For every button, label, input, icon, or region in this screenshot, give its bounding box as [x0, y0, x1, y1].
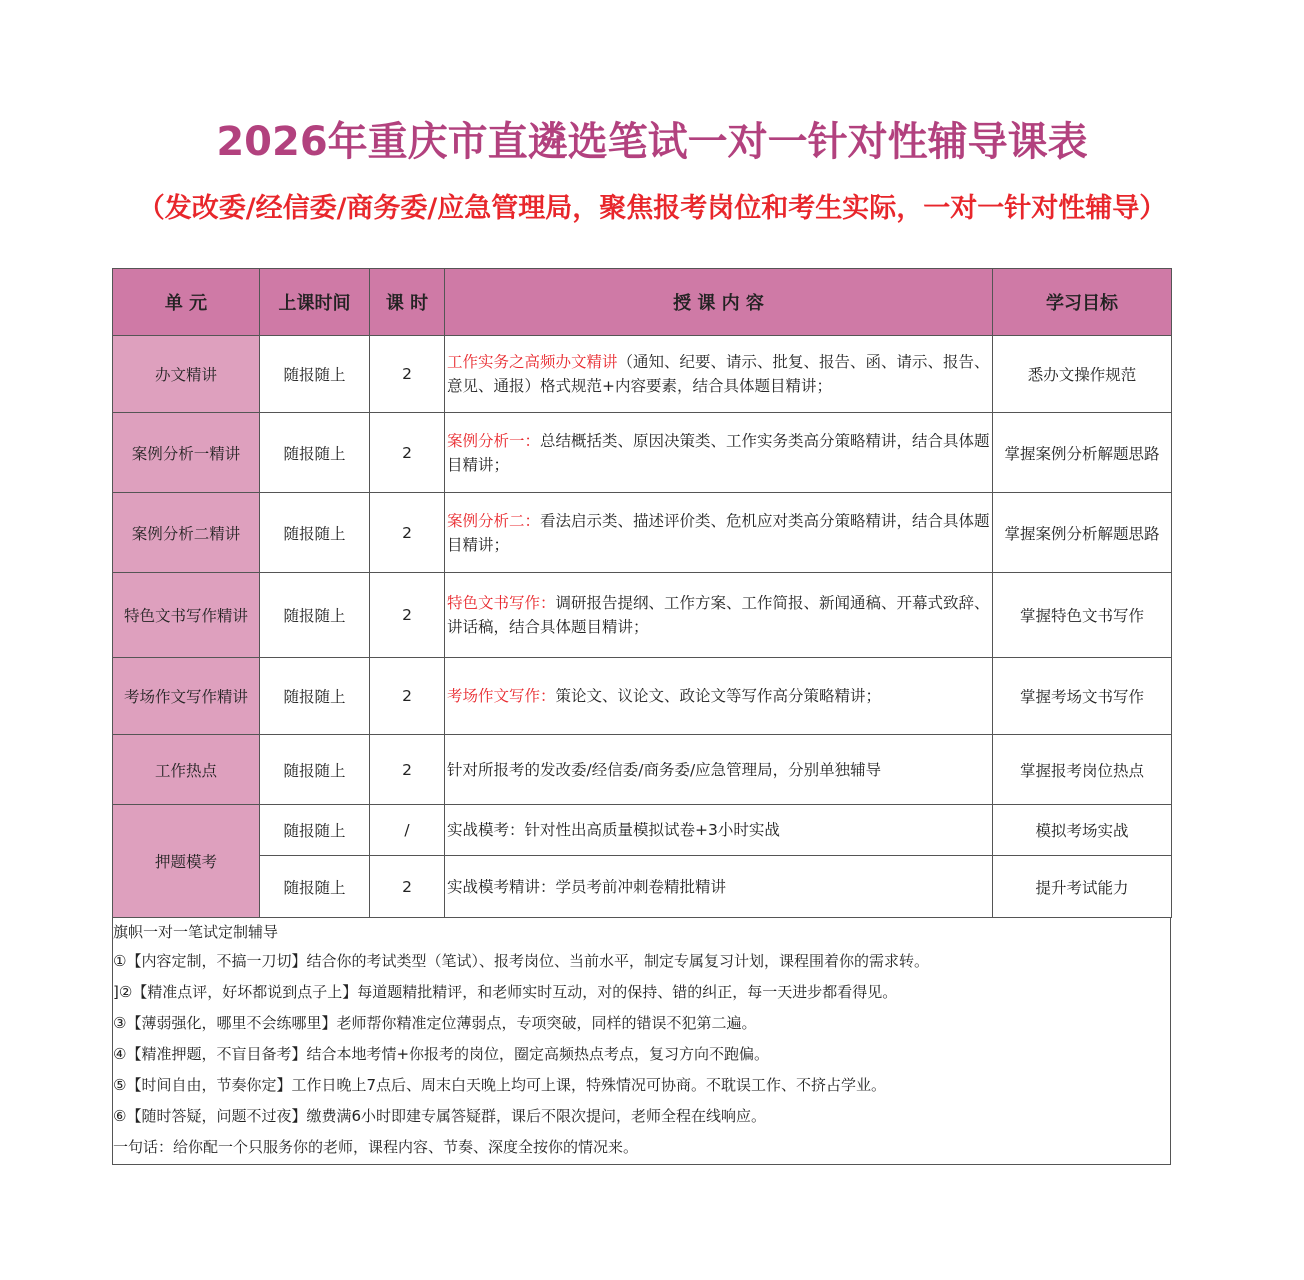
hours-cell: 2	[370, 856, 445, 918]
notes-summary: 一句话：给你配一个只服务你的老师，课程内容、节奏、深度全按你的情况来。	[113, 1138, 639, 1156]
content-text: 总结概括类、原因决策类、工作实务类高分策略精讲，结合具体题目精讲；	[447, 431, 990, 474]
content-highlight: 工作实务之高频办文精讲	[447, 353, 618, 371]
table-row	[113, 805, 1172, 856]
content-text: 针对所报考的发改委/经信委/商务委/应急管理局，分别单独辅导	[447, 760, 882, 779]
unit-cell: 特色文书写作精讲	[113, 573, 260, 658]
goal-cell: 掌握特色文书写作	[993, 573, 1172, 658]
content-highlight: 案例分析二：	[447, 511, 541, 530]
content-highlight: 考场作文写作：	[447, 687, 556, 705]
content-highlight: 特色文书写作：	[447, 594, 556, 612]
unit-cell: 案例分析二精讲	[113, 493, 260, 573]
time-cell: 随报随上	[260, 336, 370, 413]
table-row	[113, 573, 1172, 658]
unit-cell: 办文精讲	[113, 336, 260, 413]
schedule-table	[112, 268, 1172, 918]
hours-cell: 2	[370, 493, 445, 573]
unit-cell: 考场作文写作精讲	[113, 658, 260, 735]
notes-item: ①【内容定制，不搞一刀切】结合你的考试类型（笔试）、报考岗位、当前水平，制定专属复习计划，课程围着你的需求转。	[113, 952, 929, 970]
hours-cell: 2	[370, 336, 445, 413]
goal-cell: 掌握案例分析解题思路	[993, 413, 1172, 493]
hours-cell: 2	[370, 735, 445, 805]
hours-cell: /	[370, 805, 445, 856]
table-header-row	[113, 269, 1172, 336]
content-text: 调研报告提纲、工作方案、工作简报、新闻通稿、开幕式致辞、讲话稿，结合具体题目精讲；	[447, 594, 990, 636]
header-content: 授 课 内 容	[445, 269, 993, 336]
hours-cell: 2	[370, 413, 445, 493]
notes-item: ③【薄弱强化，哪里不会练哪里】老师帮你精准定位薄弱点，专项突破，同样的错误不犯第二遍。	[113, 1014, 757, 1032]
page-subtitle: （发改委/经信委/商务委/应急管理局，聚焦报考岗位和考生实际，一对一针对性辅导）	[137, 193, 1167, 224]
page-title: 2026年重庆市直遴选笔试一对一针对性辅导课表	[216, 119, 1088, 165]
time-cell: 随报随上	[260, 805, 370, 856]
goal-cell: 提升考试能力	[993, 856, 1172, 918]
table-row	[113, 493, 1172, 573]
header-goal: 学习目标	[993, 269, 1172, 336]
time-cell: 随报随上	[260, 493, 370, 573]
hours-cell: 2	[370, 573, 445, 658]
header-unit: 单 元	[113, 269, 260, 336]
content-cell	[445, 493, 993, 573]
header-time: 上课时间	[260, 269, 370, 336]
notes-item: ④【精准押题，不盲目备考】结合本地考情+你报考的岗位，圈定高频热点考点，复习方向不跑偏。	[113, 1045, 770, 1063]
header-hours: 课 时	[370, 269, 445, 336]
time-cell: 随报随上	[260, 735, 370, 805]
table-row	[113, 413, 1172, 493]
unit-cell: 案例分析一精讲	[113, 413, 260, 493]
table-row	[113, 336, 1172, 413]
table-row	[113, 856, 1172, 918]
goal-cell: 掌握报考岗位热点	[993, 735, 1172, 805]
goal-cell: 模拟考场实战	[993, 805, 1172, 856]
content-cell	[445, 658, 993, 735]
time-cell: 随报随上	[260, 413, 370, 493]
content-cell	[445, 573, 993, 658]
table-row	[113, 658, 1172, 735]
content-cell	[445, 735, 993, 805]
notes-item: ]②【精准点评，好坏都说到点子上】每道题精批精评，和老师实时互动，对的保持、错的纠正，每一天进步都看得见。	[113, 983, 898, 1001]
hours-cell: 2	[370, 658, 445, 735]
unit-cell: 工作热点	[113, 735, 260, 805]
unit-cell: 押题模考	[113, 805, 260, 918]
time-cell: 随报随上	[260, 856, 370, 918]
content-cell: 实战模考精讲：学员考前冲刺卷精批精讲	[445, 856, 993, 918]
content-text: 策论文、议论文、政论文等写作高分策略精讲；	[555, 687, 882, 705]
time-cell: 随报随上	[260, 573, 370, 658]
goal-cell: 悉办文操作规范	[993, 336, 1172, 413]
content-text: （通知、纪要、请示、批复、报告、函、请示、报告、意见、通报）格式规范+内容要素，结合具体题目精讲；	[447, 353, 990, 395]
content-cell: 实战模考：针对性出高质量模拟试卷+3小时实战	[445, 805, 993, 856]
table-row	[113, 735, 1172, 805]
content-text: 看法启示类、描述评价类、危机应对类高分策略精讲，结合具体题目精讲；	[447, 511, 990, 554]
content-cell	[445, 413, 993, 493]
time-cell: 随报随上	[260, 658, 370, 735]
goal-cell: 掌握考场文书写作	[993, 658, 1172, 735]
notes-heading: 旗帜一对一笔试定制辅导	[113, 923, 279, 941]
content-highlight: 案例分析一：	[447, 431, 541, 450]
notes-item: ⑤【时间自由，节奏你定】工作日晚上7点后、周末白天晚上均可上课，特殊情况可协商。不耽误工作、不挤占学业。	[113, 1076, 886, 1094]
notes-item: ⑥【随时答疑，问题不过夜】缴费满6小时即建专属答疑群，课后不限次提问，老师全程在线响应。	[113, 1107, 766, 1125]
goal-cell: 掌握案例分析解题思路	[993, 493, 1172, 573]
content-cell	[445, 336, 993, 413]
notes-box	[112, 917, 1171, 1165]
